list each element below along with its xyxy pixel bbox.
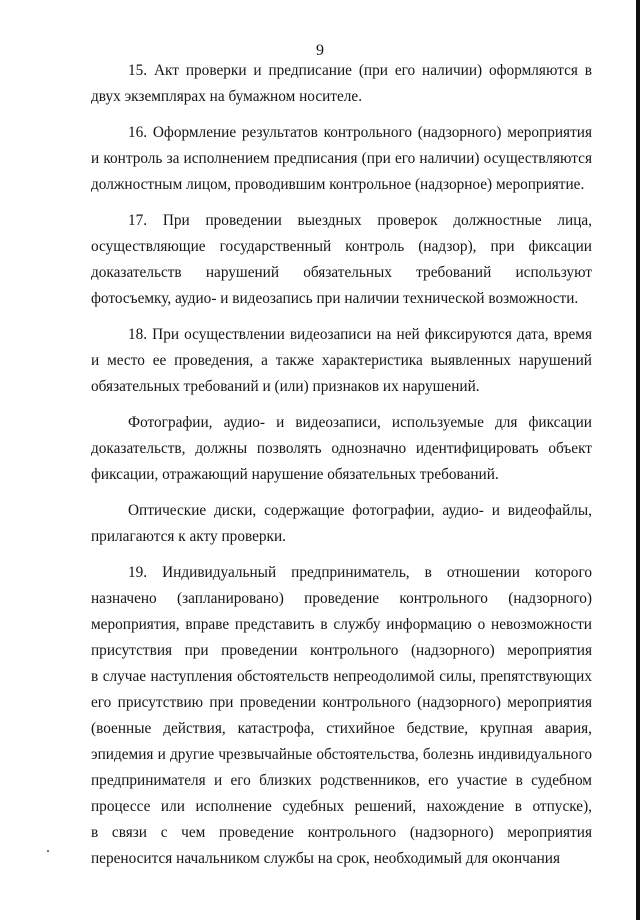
- text-line: переносится начальником службы на срок, необходимый для окончания: [91, 850, 561, 867]
- paragraph-p16: [91, 120, 592, 198]
- text-line: двух экземплярах на бумажном носителе.: [91, 88, 363, 105]
- paragraph-p18c: [91, 498, 592, 550]
- text-line: назначено (запланировано) проведение контрольного (надзорного): [91, 590, 592, 607]
- paragraph-p18b: [91, 410, 592, 488]
- text-line: в случае наступления обстоятельств непреодолимой силы, препятствующих: [91, 668, 592, 685]
- text-line: мероприятия, вправе представить в службу информацию о невозможности: [91, 616, 592, 633]
- text-line: прилагаются к акту проверки.: [91, 528, 286, 545]
- paragraph-p18: [91, 322, 592, 400]
- text-line: 15. Акт проверки и предписание (при его наличии) оформляются в: [128, 62, 592, 79]
- text-line: Фотографии, аудио- и видеозаписи, используемые для фиксации: [128, 414, 592, 431]
- text-line: доказательств нарушений обязательных требований используют: [91, 264, 592, 281]
- document-body: [91, 58, 592, 882]
- text-line: процессе или исполнение судебных решений, нахождение в отпуске),: [91, 798, 592, 815]
- text-line: 19. Индивидуальный предприниматель, в отношении которого: [128, 564, 592, 581]
- text-line: Оптические диски, содержащие фотографии, аудио- и видеофайлы,: [128, 502, 592, 519]
- text-line: 17. При проведении выездных проверок должностные лица,: [128, 212, 592, 229]
- text-line: присутствия при проведении контрольного (надзорного) мероприятия: [91, 642, 592, 659]
- text-line: и место ее проведения, а также характеристика выявленных нарушений: [91, 352, 592, 369]
- text-line: должностным лицом, проводившим контрольное (надзорное) мероприятие.: [91, 176, 585, 193]
- paragraph-p17: [91, 208, 592, 312]
- text-line: 16. Оформление результатов контрольного (надзорного) мероприятия: [128, 124, 592, 141]
- text-line: 18. При осуществлении видеозаписи на ней фиксируются дата, время: [128, 326, 592, 343]
- text-line: осуществляющие государственный контроль (надзор), при фиксации: [91, 238, 592, 255]
- text-line: предпринимателя и его близких родственников, его участие в судебном: [91, 772, 592, 789]
- text-line: доказательств, должны позволять однозначно идентифицировать объект: [91, 440, 592, 457]
- text-line: в связи с чем проведение контрольного (надзорного) мероприятия: [91, 824, 592, 841]
- paragraph-p19: [91, 560, 592, 872]
- text-line: обязательных требований и (или) признаков их нарушений.: [91, 378, 480, 395]
- text-line: эпидемия и другие чрезвычайные обстоятельства, болезнь индивидуального: [91, 746, 592, 763]
- page-number: 9: [316, 42, 324, 59]
- text-line: фиксации, отражающий нарушение обязательных требований.: [91, 466, 499, 483]
- scan-speck: [47, 850, 49, 852]
- text-line: его присутствию при проведении контрольного (надзорного) мероприятия: [91, 694, 592, 711]
- text-line: (военные действия, катастрофа, стихийное бедствие, крупная авария,: [91, 720, 592, 737]
- text-line: и контроль за исполнением предписания (при его наличии) осуществляются: [91, 150, 592, 167]
- text-line: фотосъемку, аудио- и видеозапись при наличии технической возможности.: [91, 290, 579, 307]
- scan-edge: [636, 0, 640, 920]
- paragraph-p15: [91, 58, 592, 110]
